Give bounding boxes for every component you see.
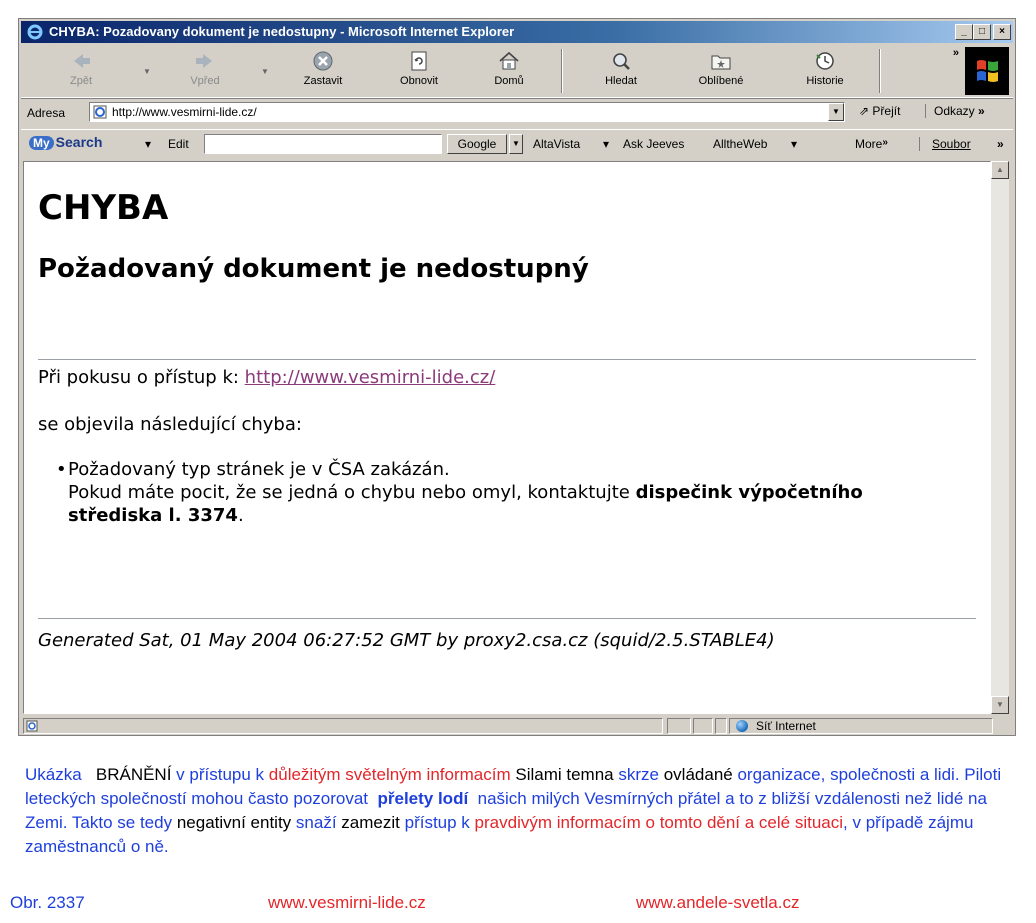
status-bar: [21, 717, 1013, 735]
page-status-icon: [26, 720, 38, 732]
askjeeves-button[interactable]: Ask Jeeves: [623, 137, 685, 151]
page-icon: [93, 105, 107, 119]
mysearch-badge: My: [29, 136, 54, 150]
back-arrow-icon: [69, 49, 93, 73]
attempt-paragraph: [38, 367, 495, 388]
search-label: Hledat: [605, 75, 637, 87]
address-bar: [21, 101, 1013, 125]
toolbar-overflow-chevron[interactable]: »: [952, 47, 959, 59]
mysearch-toolbar: [21, 129, 1013, 158]
google-button[interactable]: Google: [447, 134, 507, 154]
ie-logo-icon: [27, 24, 43, 40]
caption-text: , v případě zájmu zaměstnanců o ně.: [25, 813, 974, 856]
caption-text: přístup k: [404, 813, 470, 832]
caption-text: ovládané: [663, 765, 733, 784]
home-label: Domů: [494, 75, 524, 87]
favorites-icon: [709, 49, 733, 73]
refresh-label: Obnovit: [400, 75, 438, 87]
more-label: More: [855, 137, 883, 151]
back-dropdown-icon[interactable]: ▼: [143, 67, 151, 76]
error-item-end: .: [237, 505, 244, 526]
error-item-line1: Požadovaný typ stránek je v ČSA zakázán.: [68, 459, 450, 480]
favorites-button[interactable]: [689, 47, 753, 95]
address-input[interactable]: [89, 102, 845, 122]
close-button[interactable]: ×: [993, 24, 1011, 40]
caption-text: pravdivým informacím o tomto dění a celé situaci: [474, 813, 844, 832]
history-label: Historie: [806, 75, 844, 87]
security-zone: [729, 718, 993, 734]
altavista-dropdown-icon[interactable]: ▾: [603, 137, 610, 151]
toolbar-separator: [561, 49, 563, 93]
go-button[interactable]: [859, 104, 900, 118]
status-text-cell: [23, 718, 663, 734]
forward-arrow-icon: [193, 49, 217, 73]
alltheweb-button[interactable]: AlltheWeb: [713, 137, 768, 151]
status-cell: [693, 718, 713, 734]
source-url-1: www.vesmirni-lide.cz: [268, 893, 426, 912]
standard-toolbar: [21, 45, 1013, 98]
caption-text: BRÁNĚNÍ: [95, 765, 172, 784]
attempt-text: Při pokusu o přístup k:: [38, 367, 239, 388]
go-label: Přejít: [872, 104, 901, 118]
history-button[interactable]: [793, 47, 857, 95]
caption-text: organizace, společnosti a lidi. Piloti leteckých společností mohou často pozorovat: [25, 765, 1002, 808]
divider: [38, 359, 976, 360]
vertical-scrollbar[interactable]: [991, 161, 1009, 714]
history-icon: [813, 49, 837, 73]
address-dropdown-icon[interactable]: ▼: [828, 103, 844, 121]
file-menu[interactable]: Soubor: [919, 137, 971, 151]
address-label: Adresa: [27, 106, 66, 120]
altavista-button[interactable]: AltaVista: [533, 137, 581, 151]
caption-paragraph: [25, 763, 1020, 859]
caption-text: skrze: [618, 765, 659, 784]
toolbar-separator: [879, 49, 881, 93]
error-item-text: Pokud máte pocit, že se jedná o chybu nebo omyl, kontaktujte: [68, 482, 630, 503]
links-button[interactable]: [925, 104, 985, 118]
caption-text: snaží: [295, 813, 337, 832]
status-cell: [667, 718, 691, 734]
page-subheading: Požadovaný dokument je nedostupný: [38, 254, 589, 284]
stop-button[interactable]: [291, 47, 355, 95]
windows-flag-icon: [965, 47, 1009, 95]
edit-button[interactable]: Edit: [168, 137, 189, 151]
more-chevron: »: [882, 137, 888, 148]
status-cell: [715, 718, 727, 734]
mysearch-logo[interactable]: [29, 134, 102, 150]
minimize-button[interactable]: _: [955, 24, 973, 40]
mysearch-brand: Search: [55, 134, 103, 150]
caption-text: Ukázka: [25, 765, 82, 784]
home-icon: [497, 49, 521, 73]
bullet-icon: •: [56, 459, 67, 480]
caption-text: důležitým světelným informacím: [268, 765, 511, 784]
globe-icon: [736, 720, 748, 732]
figure-number: Obr. 2337: [10, 893, 85, 912]
scroll-up-icon[interactable]: ▲: [991, 161, 1009, 179]
scroll-down-icon[interactable]: ▼: [991, 696, 1009, 714]
more-button[interactable]: [855, 137, 888, 151]
caption-text: našich milých Vesmírných přátel a to z bližší vzdálenosti než lidé na Zemi. Takto se tedy: [25, 789, 987, 832]
windows-logo: [965, 47, 1009, 95]
links-chevron[interactable]: »: [978, 104, 985, 118]
forward-dropdown-icon[interactable]: ▼: [261, 67, 269, 76]
source-url-2: www.andele-svetla.cz: [636, 893, 800, 912]
stop-icon: [311, 49, 335, 73]
zone-label: Síť Internet: [756, 719, 816, 733]
attempt-link[interactable]: http://www.vesmirni-lide.cz/: [244, 367, 496, 388]
browser-window: [18, 18, 1016, 736]
refresh-icon: [407, 49, 431, 73]
favorites-label: Oblíbené: [698, 75, 744, 87]
search-icon: [609, 49, 633, 73]
maximize-button[interactable]: □: [973, 24, 991, 40]
title-bar: [21, 21, 1013, 43]
go-arrow-icon: ⇗: [859, 104, 870, 118]
search-button[interactable]: [589, 47, 653, 95]
forward-button[interactable]: [173, 47, 237, 95]
window-title: CHYBA: Pozadovany dokument je nedostupny - Microsoft Internet Explorer: [49, 24, 515, 39]
page-heading: CHYBA: [38, 188, 169, 228]
caption-text: negativní entity: [176, 813, 292, 832]
generated-footer: Generated Sat, 01 May 2004 06:27:52 GMT by proxy2.csa.cz (squid/2.5.STABLE4): [38, 630, 775, 651]
caption-text: zamezit: [341, 813, 400, 832]
caption-text: v přístupu k: [176, 765, 265, 784]
stop-label: Zastavit: [303, 75, 343, 87]
forward-label: Vpřed: [190, 75, 220, 87]
search-input[interactable]: [204, 134, 442, 154]
error-item-line2: [68, 481, 948, 527]
caption-text: přelety lodí: [377, 789, 469, 808]
back-label: Zpět: [69, 75, 92, 87]
google-dropdown-icon[interactable]: ▼: [509, 134, 523, 154]
caption-text: Silami temna: [515, 765, 614, 784]
home-button[interactable]: [477, 47, 541, 95]
divider: [38, 618, 976, 619]
mysearch-dropdown-icon[interactable]: ▾: [145, 137, 152, 151]
address-url: http://www.vesmirni-lide.cz/: [112, 105, 257, 119]
refresh-button[interactable]: [387, 47, 451, 95]
searchbar-overflow-chevron[interactable]: »: [997, 137, 1004, 151]
page-content: [23, 161, 991, 714]
error-intro: se objevila následující chyba:: [38, 414, 302, 435]
links-label: Odkazy: [934, 104, 975, 118]
error-list: [56, 458, 948, 527]
alltheweb-dropdown-icon[interactable]: ▾: [791, 137, 798, 151]
back-button[interactable]: [49, 47, 113, 95]
contact-bold: dispečink výpočetního střediska l. 3374: [68, 482, 863, 526]
